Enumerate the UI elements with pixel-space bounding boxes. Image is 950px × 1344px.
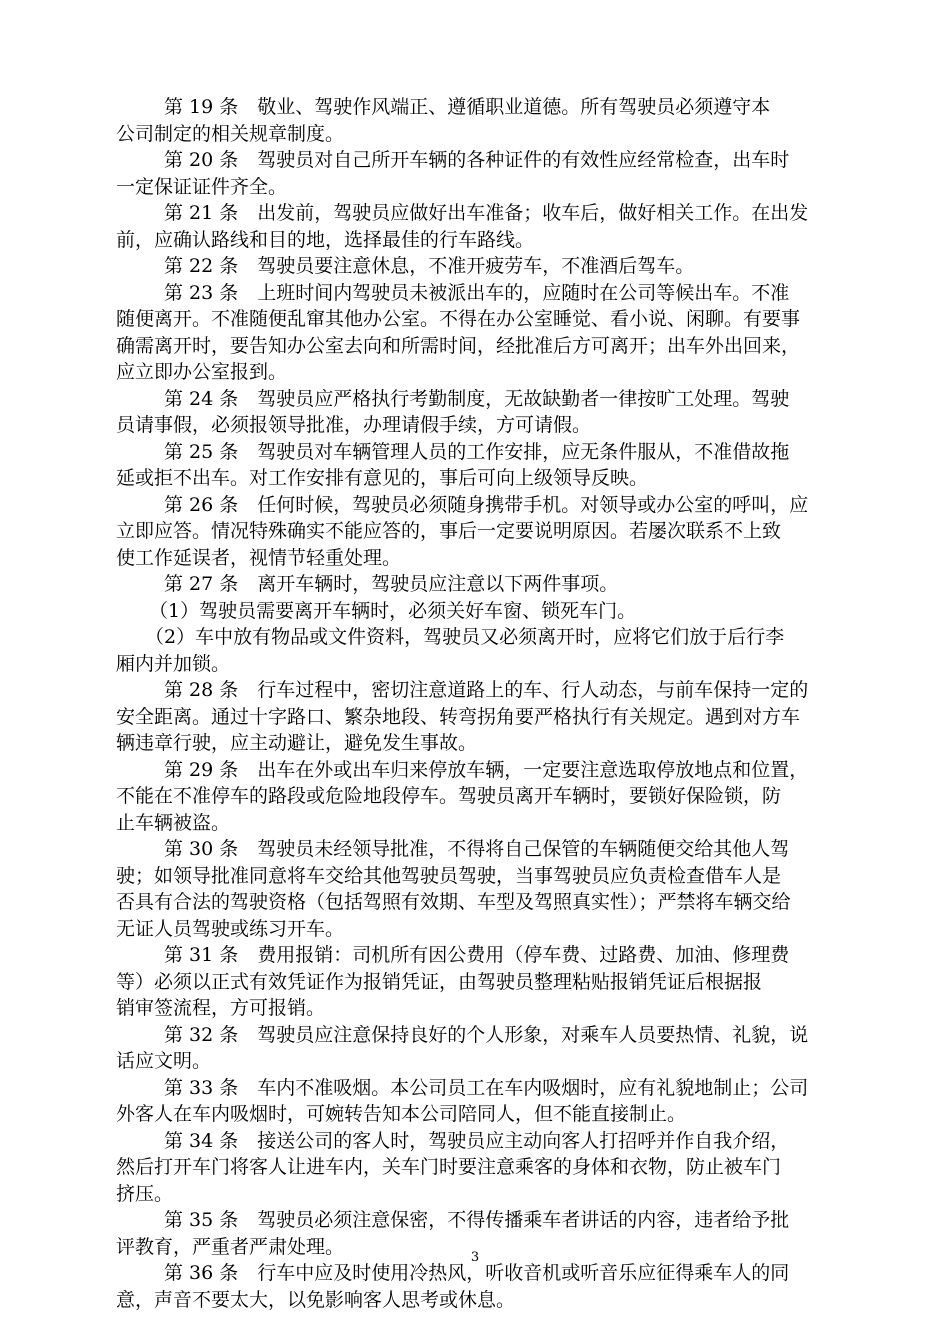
article-first-line: 第 32 条 驾驶员应注意保持良好的个人形象，对乘车人员要热情、礼貌，说 bbox=[164, 1023, 809, 1046]
article-first-line: 第 27 条 离开车辆时，驾驶员应注意以下两件事项。 bbox=[164, 573, 619, 595]
page-number: 3 bbox=[470, 1250, 480, 1265]
article-first-line: 第 33 条 车内不准吸烟。本公司员工在车内吸烟时，应有礼貌地制止；公司 bbox=[164, 1076, 809, 1099]
article-first-line: 第 24 条 驾驶员应严格执行考勤制度，无故缺勤者一律按旷工处理。驾驶 bbox=[164, 387, 790, 410]
article-first-line: 第 23 条 上班时间内驾驶员未被派出车的，应随时在公司等候出车。不准 bbox=[164, 281, 790, 304]
article-first-line: 第 26 条 任何时候，驾驶员必须随身携带手机。对领导或办公室的呼叫，应 bbox=[164, 493, 809, 516]
text-line: 然后打开车门将客人让进车内，关车门时要注意乘客的身体和衣物，防止被车门 bbox=[116, 1156, 782, 1178]
article-first-line: 第 19 条 敬业、驾驶作风端正、遵循职业道德。所有驾驶员必须遵守本 bbox=[164, 96, 771, 118]
article-first-line: 第 34 条 接送公司的客人时，驾驶员应主动向客人打招呼并作自我介绍， bbox=[164, 1129, 790, 1152]
text-line: 延或拒不出车。对工作安排有意见的，事后可向上级领导反映。 bbox=[116, 467, 649, 489]
text-line: 公司制定的相关规章制度。 bbox=[116, 122, 345, 145]
article-first-line: 第 22 条 驾驶员要注意休息，不准开疲劳车，不准酒后驾车。 bbox=[164, 255, 695, 277]
text-line: 驶；如领导批准同意将车交给其他驾驶员驾驶，当事驾驶员应负责检查借车人是 bbox=[116, 864, 782, 887]
article-first-line: 第 30 条 驾驶员未经领导批准，不得将自己保管的车辆随便交给其他人驾 bbox=[164, 838, 790, 860]
article-first-line: 第 25 条 驾驶员对车辆管理人员的工作安排，应无条件服从，不准借故拖 bbox=[164, 440, 790, 463]
text-line: 挤压。 bbox=[116, 1182, 174, 1205]
text-line: 随便离开。不准随便乱窜其他办公室。不得在办公室睡觉、看小说、闲聊。有要事 bbox=[116, 308, 801, 330]
text-line: 销审签流程，方可报销。 bbox=[116, 997, 326, 1019]
article-first-line: 第 29 条 出车在外或出车归来停放车辆，一定要注意选取停放地点和位置， bbox=[164, 758, 809, 781]
text-line: 员请事假，必须报领导批准，办理请假手续，方可请假。 bbox=[116, 414, 592, 436]
text-line: 否具有合法的驾驶资格（包括驾照有效期、车型及驾照真实性）；严禁将车辆交给 bbox=[116, 891, 791, 913]
text-line: 确需离开时，要告知办公室去向和所需时间，经批准后方可离开；出车外出回来， bbox=[116, 334, 801, 357]
text-line: 意，声音不要太大，以免影响客人思考或休息。 bbox=[116, 1288, 516, 1311]
document-body bbox=[116, 94, 896, 1313]
text-line: 无证人员驾驶或练习开车。 bbox=[116, 917, 345, 940]
text-line: 辆违章行驶，应主动避让，避免发生事故。 bbox=[116, 732, 478, 754]
text-line: 话应文明。 bbox=[116, 1050, 212, 1072]
text-line: 评教育，严重者严肃处理。 bbox=[116, 1235, 345, 1258]
text-line: 不能在不准停车的路段或危险地段停车。驾驶员离开车辆时，要锁好保险锁，防 bbox=[116, 785, 782, 807]
text-line: 前，应确认路线和目的地，选择最佳的行车路线。 bbox=[116, 228, 535, 251]
article-first-line: 第 28 条 行车过程中，密切注意道路上的车、行人动态，与前车保持一定的 bbox=[164, 679, 809, 701]
text-line: 安全距离。通过十字路口、繁杂地段、转弯拐角要严格执行有关规定。遇到对方车 bbox=[116, 705, 801, 728]
text-line: 止车辆被盗。 bbox=[116, 811, 231, 834]
text-line: 厢内并加锁。 bbox=[116, 652, 231, 675]
article-first-line: 第 36 条 行车中应及时使用冷热风，听收音机或听音乐应征得乘车人的同 bbox=[164, 1262, 790, 1284]
text-line: 立即应答。情况特殊确实不能应答的，事后一定要说明原因。若屡次联系不上致 bbox=[116, 520, 782, 542]
text-line: 一定保证证件齐全。 bbox=[116, 175, 288, 198]
text-line: 外客人在车内吸烟时，可婉转告知本公司陪同人，但不能直接制止。 bbox=[116, 1103, 687, 1125]
text-line: （2）车中放有物品或文件资料，驾驶员又必须离开时，应将它们放于后行李 bbox=[145, 626, 785, 648]
article-first-line: 第 20 条 驾驶员对自己所开车辆的各种证件的有效性应经常检查，出车时 bbox=[164, 149, 790, 171]
article-first-line: 第 21 条 出发前，驾驶员应做好出车准备；收车后，做好相关工作。在出发 bbox=[164, 202, 809, 224]
text-line: 使工作延误者，视情节轻重处理。 bbox=[116, 546, 402, 569]
article-first-line: 第 31 条 费用报销：司机所有因公费用（停车费、过路费、加油、修理费 bbox=[164, 944, 790, 966]
text-line: 应立即办公室报到。 bbox=[116, 361, 288, 383]
text-line: 等）必须以正式有效凭证作为报销凭证，由驾驶员整理粘贴报销凭证后根据报 bbox=[116, 970, 763, 993]
article-first-line: 第 35 条 驾驶员必须注意保密，不得传播乘车者讲话的内容，违者给予批 bbox=[164, 1209, 790, 1231]
text-line: （1）驾驶员需要离开车辆时，必须关好车窗、锁死车门。 bbox=[149, 599, 637, 622]
